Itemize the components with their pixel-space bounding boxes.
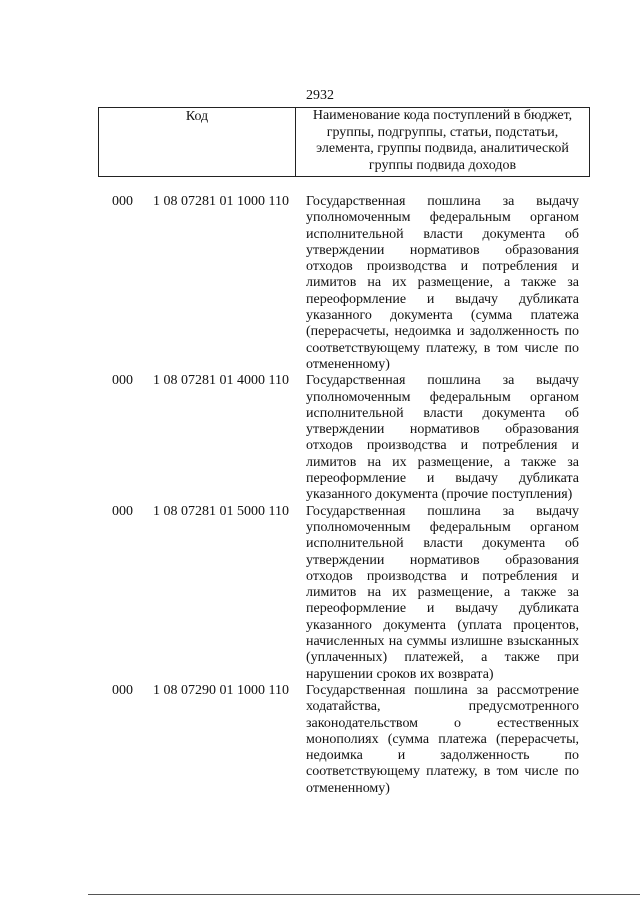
description-line: отходов производства и потребления и [306,259,579,275]
description-line: отходов производства и потребления и [306,438,579,454]
description-line: уполномоченным федеральным органом [306,519,579,535]
description-line: утверждении нормативов образования [306,552,579,568]
description-line: уполномоченным федеральным органом [306,389,579,405]
description-line: Государственная пошлина за выдачу [306,373,579,389]
description-line: (перерасчеты, недоимка и задолженность по [306,324,579,340]
classification-code: 1 08 07290 01 1000 110 [153,682,289,698]
classification-code: 1 08 07281 01 1000 110 [153,194,289,209]
description-line: соответствующему платежу, в том числе по [306,764,579,780]
description [306,683,579,797]
description-line: отмененному) [306,356,390,372]
admin-code: 000 [112,194,133,209]
description-line: лимитов на их размещение, а также за [306,454,579,470]
description-line: лимитов на их размещение, а также за [306,585,579,601]
description-line: переоформление и выдачу дубликата [306,601,579,617]
description-line: начисленных на суммы излишне взысканных [306,634,579,650]
admin-code: 000 [112,503,133,519]
description-line: уполномоченным федеральным органом [306,210,579,226]
description-line: Государственная пошлина за рассмотрение [306,682,579,698]
description-line: указанного документа (сумма платежа [306,308,579,324]
admin-code: 000 [112,373,133,389]
description-line: указанного документа (уплата процентов, [306,617,579,633]
header-code-cell: Код [99,108,296,176]
description-line: ходатайства, предусмотренного [306,699,579,715]
admin-code: 000 [112,682,133,698]
header-name-line: группы подвида доходов [368,157,517,173]
description-line: (уплаченных) платежей, а также при [306,650,579,666]
table-header [98,107,590,177]
description-line: переоформление и выдачу дубликата [306,471,579,487]
header-name-cell [296,108,589,176]
table-body [0,194,640,797]
table-row [0,683,640,797]
classification-code: 1 08 07281 01 4000 110 [153,373,289,389]
description-line: отходов производства и потребления и [306,568,579,584]
classification-code: 1 08 07281 01 5000 110 [153,503,289,519]
description-line: законодательством о естественных [306,715,579,731]
header-name-line: элемента, группы подвида, аналитической [316,141,569,156]
header-name-line: Наименование кода поступлений в бюджет, [312,108,573,123]
description-line: лимитов на их размещение, а также за [306,275,579,291]
description-line: нарушении сроков их возврата) [306,666,494,682]
description [306,373,579,503]
description-line: исполнительной власти документа об [306,226,579,242]
description [306,194,579,373]
description-line: соответствующему платежу, в том числе по [306,340,579,356]
table-row [0,504,640,683]
description-line: исполнительной власти документа об [306,536,579,552]
description-line: недоимка и задолженность по [306,748,579,764]
description-line: указанного документа (прочие поступления) [306,487,573,503]
table-row [0,194,640,373]
description-line: отмененному) [306,780,390,796]
header-name-line: группы, подгруппы, статьи, подстатьи, [326,124,559,140]
description-line: Государственная пошлина за выдачу [306,194,579,209]
bottom-divider [88,894,640,895]
description-line: утверждении нормативов образования [306,242,579,258]
description-line: переоформление и выдачу дубликата [306,291,579,307]
description-line: монополиях (сумма платежа (перерасчеты, [306,731,579,747]
description-line: Государственная пошлина за выдачу [306,503,579,519]
page-number: 2932 [306,88,334,103]
description-line: утверждении нормативов образования [306,422,579,438]
description [306,504,579,683]
table-row [0,373,640,503]
description-line: исполнительной власти документа об [306,405,579,421]
